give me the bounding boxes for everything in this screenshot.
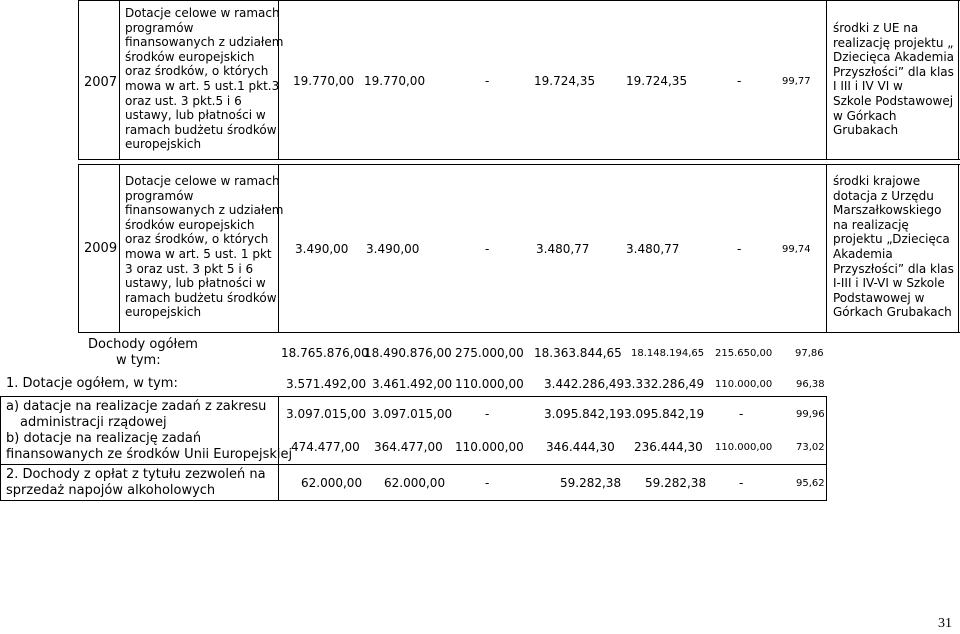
executed-part-value: 3.480,77 [626, 242, 680, 256]
summary-value: 18.490.876,00 [364, 346, 452, 360]
page-number: 31 [938, 616, 952, 631]
table-border [0, 396, 826, 397]
note-line: I-III i IV-VI w Szkole [833, 276, 945, 291]
description-line: ramach budżetu środków [125, 122, 277, 137]
summary-value: 59.282,38 [560, 476, 622, 490]
row-year: 2009 [84, 241, 118, 256]
description-line: programów [125, 20, 194, 35]
description-line: mowa w art. 5 ust.1 pkt.3 [125, 78, 280, 93]
summary-label: finansowanych ze środków Unii Europejskiej [6, 447, 293, 462]
description-line: ramach budżetu środków [125, 290, 277, 305]
summary-label: b) dotacje na realizację zadań [6, 431, 202, 446]
description-line: finansowanych z udziałem [125, 203, 284, 218]
description-line: ustawy, lub płatności w [125, 276, 266, 291]
note-line: projektu „Dziecięca [833, 232, 950, 247]
summary-label: 2. Dochody z opłat z tytułu zezwoleń na [6, 467, 266, 482]
table-border [119, 0, 120, 160]
note-line: na realizację [833, 217, 909, 232]
table-border [826, 0, 827, 160]
description-line: europejskich [125, 137, 202, 152]
summary-value: - [485, 476, 490, 490]
summary-value: 474.477,00 [291, 440, 360, 454]
summary-value: - [739, 407, 744, 421]
summary-value: 3.097.015,00 [286, 407, 367, 421]
note-line: środki krajowe [833, 174, 921, 188]
description-line: finansowanych z udziałem [125, 35, 284, 50]
note-line: Akademia [833, 246, 893, 261]
table-border [78, 164, 79, 333]
summary-percent: 95,62 [796, 478, 825, 489]
row-year: 2007 [84, 75, 118, 90]
summary-value: 110.000,00 [715, 442, 773, 453]
summary-value: 18.765.876,00 [281, 346, 369, 360]
summary-label: w tym: [116, 353, 161, 368]
table-border [119, 164, 120, 333]
table-border [78, 332, 960, 333]
summary-value: 236.444,30 [634, 440, 703, 454]
summary-value: 3.442.286,49 [544, 377, 625, 391]
percent-value: 99,74 [782, 244, 811, 255]
note-line: Marszałkowskiego [833, 203, 942, 218]
planned-value: 3.490,00 [295, 242, 349, 256]
summary-value: - [739, 476, 744, 490]
summary-percent: 97,86 [795, 348, 824, 359]
executed-value: 3.480,77 [536, 242, 590, 256]
table-border [78, 164, 960, 165]
summary-value: 18.363.844,65 [534, 346, 622, 360]
table-border [0, 396, 1, 501]
note-line: Przyszłości” dla klas [833, 64, 954, 79]
table-border [826, 396, 827, 501]
note-line: Grubakach [833, 123, 899, 138]
summary-percent: 73,02 [796, 442, 825, 453]
executed-part-value: 19.724,35 [626, 74, 688, 88]
table-border [78, 159, 960, 160]
note-line: Dziecięca Akademia [833, 50, 955, 65]
note-line: realizację projektu „ [833, 35, 954, 50]
description-line: Dotacje celowe w ramach [125, 174, 280, 188]
summary-value: 110.000,00 [715, 379, 773, 390]
description-line: środków europejskich [125, 49, 255, 64]
summary-value: - [485, 407, 490, 421]
note-line: dotacja z Urzędu [833, 188, 934, 203]
other-value: - [485, 242, 490, 256]
note-line: Szkole Podstawowej [833, 93, 954, 108]
note-line: środki z UE na [833, 21, 919, 35]
description-line: oraz ust. 3 pkt.5 i 6 [125, 93, 242, 108]
summary-label: 1. Dotacje ogółem, w tym: [6, 376, 178, 391]
executed-other-value: - [737, 242, 742, 256]
table-border [0, 500, 826, 501]
row-description [125, 174, 283, 320]
other-value: - [485, 74, 490, 88]
plan-after-changes-value: 19.770,00 [364, 74, 426, 88]
summary-value: 110.000,00 [455, 377, 524, 391]
summary-label: administracji rządowej [20, 415, 167, 430]
table-border [78, 0, 79, 160]
summary-label: a) datacje na realizacje zadań z zakresu [6, 399, 267, 414]
percent-value: 99,77 [782, 76, 811, 87]
summary-value: 3.571.492,00 [286, 377, 367, 391]
summary-value: 3.097.015,00 [372, 407, 453, 421]
summary-percent: 96,38 [796, 379, 825, 390]
description-line: środków europejskich [125, 217, 255, 232]
summary-value: 275.000,00 [455, 346, 524, 360]
table-border [826, 164, 827, 333]
description-line: oraz środków, o których [125, 232, 269, 247]
plan-after-changes-value: 3.490,00 [366, 242, 420, 256]
summary-value: 110.000,00 [455, 440, 524, 454]
row-note [833, 174, 954, 320]
summary-value: 59.282,38 [645, 476, 707, 490]
description-line: Dotacje celowe w ramach [125, 6, 280, 20]
description-line: ustawy, lub płatności w [125, 108, 266, 123]
description-line: programów [125, 188, 194, 203]
table-border [958, 0, 959, 160]
note-line: Górkach Grubakach [833, 305, 952, 320]
summary-value: 3.095.842,19 [544, 407, 625, 421]
executed-other-value: - [737, 74, 742, 88]
table-border [0, 464, 826, 465]
description-line: oraz środków, o których [125, 64, 269, 79]
description-line: europejskich [125, 305, 202, 320]
summary-value: 18.148.194,65 [631, 348, 705, 359]
summary-value: 62.000,00 [301, 476, 363, 490]
summary-percent: 99,96 [796, 409, 825, 420]
summary-value: 3.095.842,19 [624, 407, 705, 421]
note-line: Przyszłości” dla klas [833, 261, 954, 276]
note-line: I III i IV VI w [833, 79, 903, 94]
table-border [958, 164, 959, 333]
summary-label: sprzedaż napojów alkoholowych [6, 483, 216, 498]
summary-value: 3.461.492,00 [372, 377, 453, 391]
row-description [125, 6, 283, 152]
description-line: mowa w art. 5 ust. 1 pkt [125, 246, 272, 261]
note-line: Podstawowej w [833, 290, 925, 305]
executed-value: 19.724,35 [534, 74, 596, 88]
summary-label: Dochody ogółem [88, 337, 198, 352]
planned-value: 19.770,00 [293, 74, 355, 88]
summary-value: 215.650,00 [715, 348, 773, 359]
summary-value: 62.000,00 [384, 476, 446, 490]
summary-value: 346.444,30 [546, 440, 615, 454]
summary-value: 364.477,00 [374, 440, 443, 454]
note-line: w Górkach [833, 108, 897, 123]
description-line: 3 oraz ust. 3 pkt 5 i 6 [125, 261, 254, 276]
summary-value: 3.332.286,49 [624, 377, 705, 391]
table-border [78, 0, 960, 1]
row-note [833, 21, 954, 138]
